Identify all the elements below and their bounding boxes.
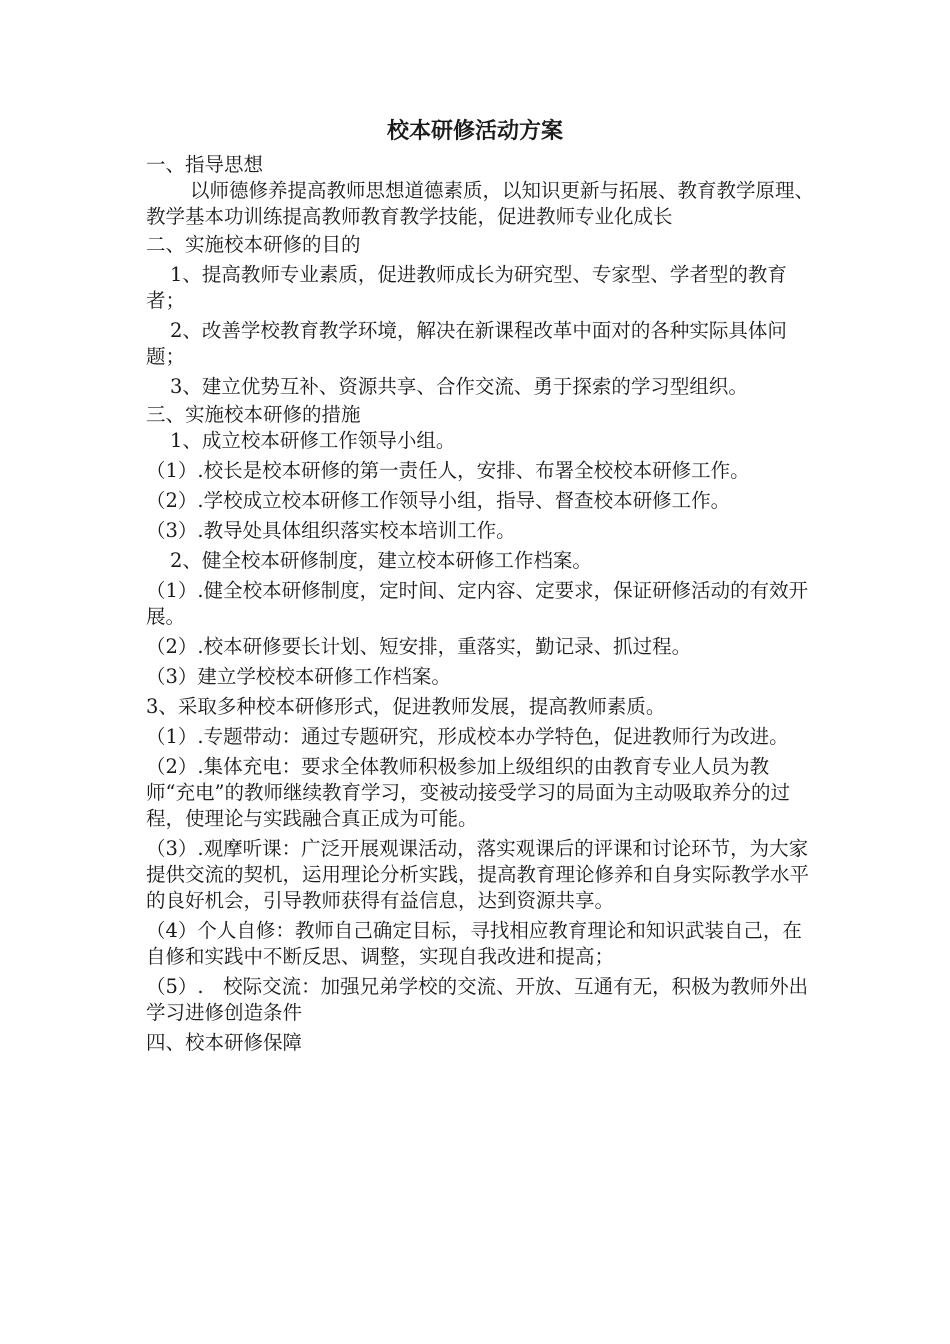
document-title: 校本研修活动方案 (386, 119, 563, 144)
list-item: （1）.专题带动：通过专题研究，形成校本办学特色，促进教师行为改进。 (146, 725, 789, 748)
list-item: （4）个人自修：教师自己确定目标，寻找相应教育理论和知识武装自己，在自修和实践中不断反思、调整，实现自我改进和提高； (146, 919, 802, 968)
list-item: 1、提高教师专业素质，促进教师成长为研究型、专家型、学者型的教育者； (146, 263, 787, 312)
paragraph: 以师德修养提高教师思想道德素质，以知识更新与拓展、教育教学原理、教学基本功训练提高教师教育教学技能，促进教师专业化成长 (146, 179, 815, 228)
list-item: 2、健全校本研修制度，建立校本研修工作档案。 (170, 549, 592, 572)
section-heading-3: 三、实施校本研修的措施 (146, 403, 361, 426)
section-heading-1: 一、指导思想 (146, 153, 264, 176)
list-item: （3）.观摩听课：广泛开展观课活动，落实观课后的评课和讨论环节，为大家提供交流的契机，运用理论分析实践，提高教育理论修养和自身实际教学水平的良好机会，引导教师获得有益信息，达到资源共享。 (146, 837, 810, 912)
list-item: 3、建立优势互补、资源共享、合作交流、勇于探索的学习型组织。 (170, 375, 748, 398)
document-body (146, 150, 816, 1056)
list-item: 2、改善学校教育教学环境，解决在新课程改革中面对的各种实际具体问题； (146, 319, 787, 368)
list-item: （1）.校长是校本研修的第一责任人，安排、布署全校校本研修工作。 (146, 459, 750, 482)
list-item: （3）建立学校校本研修工作档案。 (146, 665, 451, 688)
section-heading-4: 四、校本研修保障 (146, 1031, 303, 1054)
list-item: （1）.健全校本研修制度，定时间、定内容、定要求，保证研修活动的有效开展。 (146, 579, 809, 628)
section-heading-2: 二、实施校本研修的目的 (146, 233, 361, 256)
list-item: （2）.集体充电：要求全体教师积极参加上级组织的由教育专业人员为教师“充电”的教师继续教育学习，变被动接受学习的局面为主动吸取养分的过程，使理论与实践融合真正成为可能。 (146, 755, 790, 830)
list-item: 3、采取多种校本研修形式，促进教师发展，提高教师素质。 (146, 695, 666, 718)
list-item: （2）.学校成立校本研修工作领导小组，指导、督查校本研修工作。 (146, 489, 731, 512)
list-item: 1、成立校本研修工作领导小组。 (170, 429, 456, 452)
list-item: （2）.校本研修要长计划、短安排，重落实，勤记录、抓过程。 (146, 635, 692, 658)
list-item: （3）.教导处具体组织落实校本培训工作。 (146, 519, 516, 542)
list-item: （5）. 校际交流：加强兄弟学校的交流、开放、互通有无，积极为教师外出学习进修创造条件 (146, 975, 809, 1024)
